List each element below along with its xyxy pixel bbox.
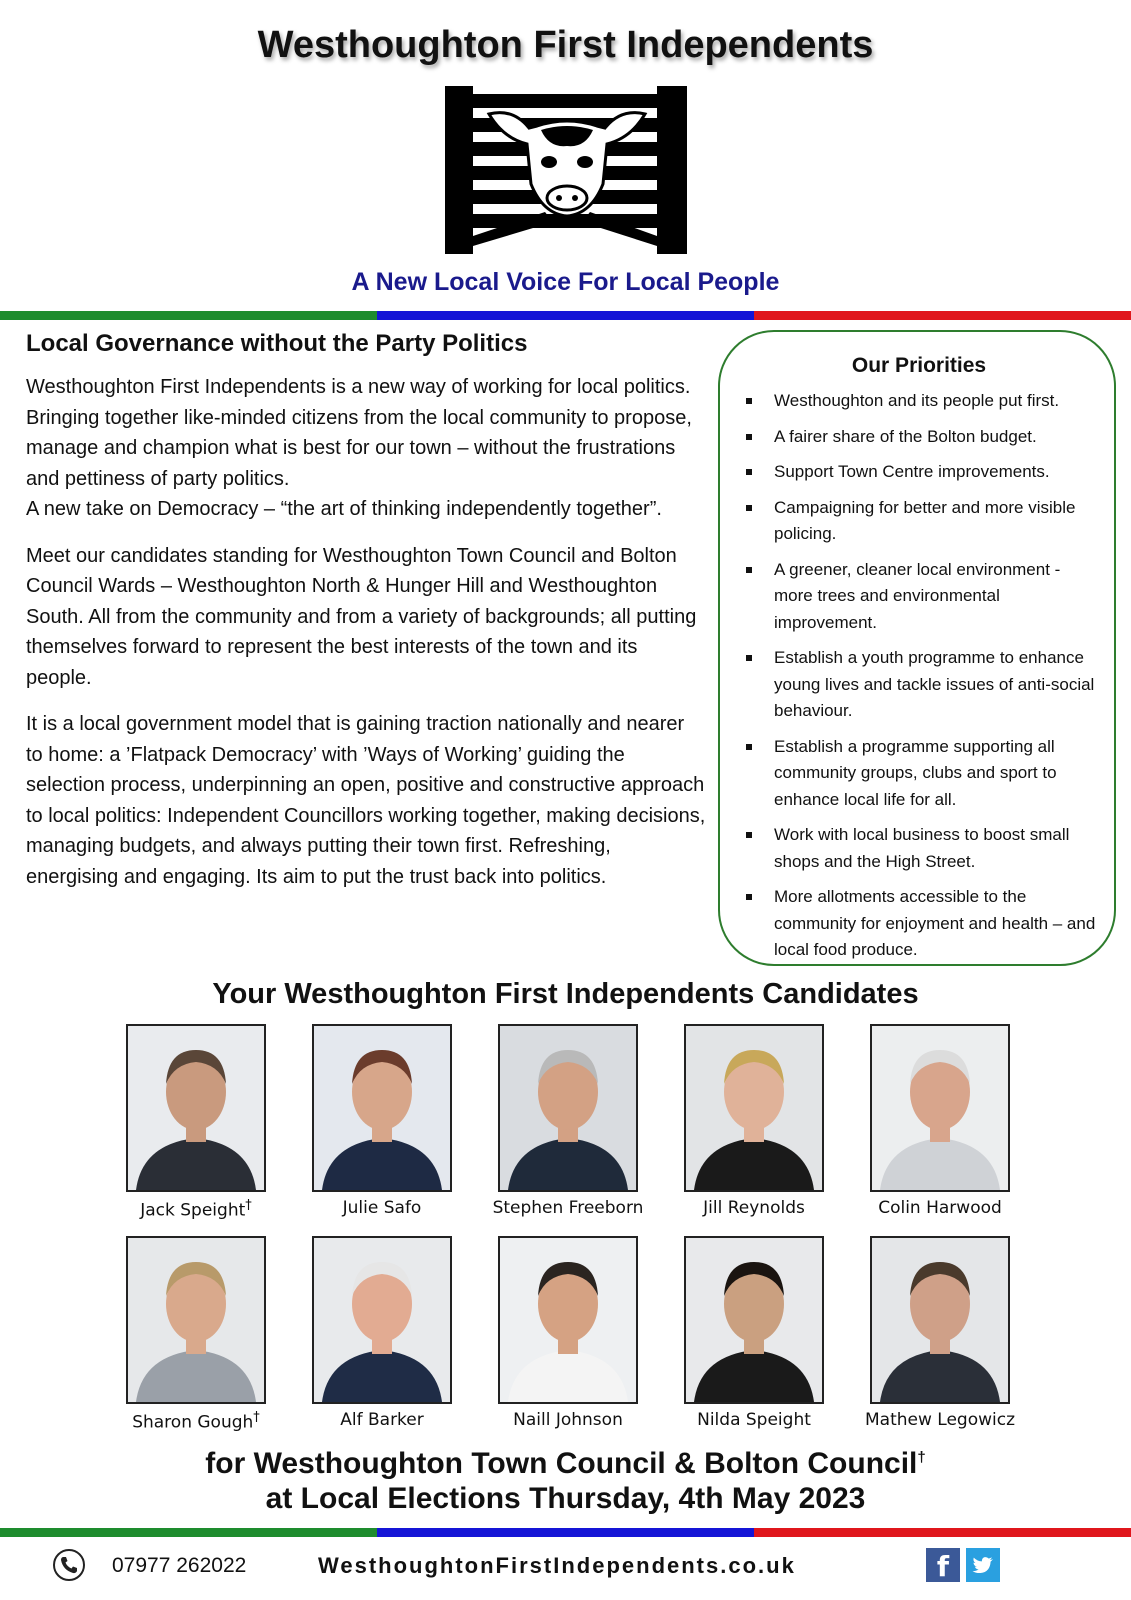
candidate-name: Nilda Speight	[697, 1410, 811, 1430]
phone-icon	[52, 1548, 86, 1582]
candidate-photo	[684, 1236, 824, 1404]
candidate-photo	[126, 1236, 266, 1404]
candidate-name: Stephen Freeborn	[492, 1198, 644, 1218]
candidate-name: Julie Safo	[342, 1198, 422, 1218]
priority-item: Campaigning for better and more visible policing.	[742, 495, 1096, 548]
footer	[0, 1540, 1131, 1590]
election-dagger: †	[917, 1449, 926, 1466]
candidate-name: Naill Johnson	[513, 1410, 623, 1430]
candidate-photo	[870, 1024, 1010, 1192]
candidate-name: Jill Reynolds	[703, 1198, 805, 1218]
priority-item: A greener, cleaner local environment - more trees and environmental improvement.	[742, 557, 1096, 637]
election-line-1: for Westhoughton Town Council & Bolton Council	[205, 1447, 918, 1480]
candidates-row-1	[108, 1024, 1028, 1221]
candidate-card	[666, 1236, 842, 1433]
candidate-photo	[684, 1024, 824, 1192]
candidate-card	[294, 1024, 470, 1221]
candidate-name: Mathew Legowicz	[864, 1410, 1015, 1430]
candidate-photo	[498, 1024, 638, 1192]
candidate-card	[480, 1236, 656, 1433]
tricolour-divider-top	[0, 311, 1131, 320]
candidate-card	[108, 1024, 284, 1221]
facebook-icon[interactable]: f	[926, 1548, 960, 1582]
slogan: A New Local Voice For Local People	[351, 268, 780, 296]
candidate-photo	[312, 1024, 452, 1192]
intro-heading: Local Governance without the Party Politics	[26, 330, 528, 357]
priority-item: Establish a youth programme to enhance young lives and tackle issues of anti-social behaviour.	[742, 645, 1096, 725]
priority-item: Westhoughton and its people put first.	[742, 388, 1096, 415]
bolton-council-dagger: †	[253, 1410, 260, 1425]
priorities-heading: Our Priorities	[851, 354, 987, 377]
candidate-card	[852, 1024, 1028, 1221]
candidate-name: Sharon Gough†	[132, 1410, 260, 1433]
priority-item: Establish a programme supporting all community groups, clubs and sport to enhance local life for all.	[742, 734, 1096, 814]
priority-item: Support Town Centre improvements.	[742, 459, 1096, 486]
intro-paragraph-2: Meet our candidates standing for Westhoughton Town Council and Bolton Council Wards – Westhoughton North & Hunger Hill and Westhoughton South. All from the community and from a variety of backgrounds; all putting themselves forward to represent the best interests of the town and its people.	[26, 544, 697, 689]
candidates-row-2	[108, 1236, 1028, 1433]
candidate-name: Jack Speight†	[140, 1198, 252, 1221]
candidate-card	[666, 1024, 842, 1221]
candidate-photo	[498, 1236, 638, 1404]
bolton-council-dagger: †	[245, 1198, 252, 1213]
candidate-card	[480, 1024, 656, 1221]
intro-paragraph-3: It is a local government model that is gaining traction nationally and nearer to home: a ’Flatpack Democracy’ with ’Ways of Working’ guiding the selection process, underpinning an open, positive and constructive approach to local politics: Independent Councillors working together, making decisions, managing budgets, and always putting their town first. Refreshing, energising and engaging. Its aim to put the trust back into politics.	[26, 713, 706, 888]
tricolour-divider-bottom	[0, 1528, 1131, 1537]
election-notice	[0, 1440, 1131, 1516]
twitter-icon[interactable]	[966, 1548, 1000, 1582]
priority-item: Work with local business to boost small shops and the High Street.	[742, 822, 1096, 875]
candidate-photo	[126, 1024, 266, 1192]
candidate-card	[294, 1236, 470, 1433]
candidate-name: Alf Barker	[340, 1410, 424, 1430]
gate-with-cow-head-icon	[445, 86, 687, 254]
website-link[interactable]: WesthoughtonFirstIndependents.co.uk	[318, 1553, 796, 1578]
intro-paragraph-1: Westhoughton First Independents is a new way of working for local politics. Bringing together like-minded citizens from the local community to propose, manage and champion what is best for our town – without the frustrations and pettiness of party politics. A new take on Democracy – “the art of thinking independently together”.	[26, 376, 692, 520]
phone-number[interactable]: 07977 262022	[112, 1554, 247, 1577]
candidate-photo	[312, 1236, 452, 1404]
priority-item: More allotments accessible to the community for enjoyment and health – and local food produce.	[742, 884, 1096, 964]
candidates-heading: Your Westhoughton First Independents Candidates	[212, 978, 919, 1010]
priorities-list	[742, 388, 1096, 964]
priority-item: A fairer share of the Bolton budget.	[742, 424, 1096, 451]
candidate-card	[852, 1236, 1028, 1433]
candidate-photo	[870, 1236, 1010, 1404]
priorities-box	[718, 330, 1116, 966]
candidate-name: Colin Harwood	[878, 1198, 1002, 1218]
candidate-card	[108, 1236, 284, 1433]
intro-section	[26, 330, 706, 908]
election-line-2: at Local Elections Thursday, 4th May 2023	[265, 1482, 866, 1515]
page-title: Westhoughton First Independents	[257, 24, 874, 66]
